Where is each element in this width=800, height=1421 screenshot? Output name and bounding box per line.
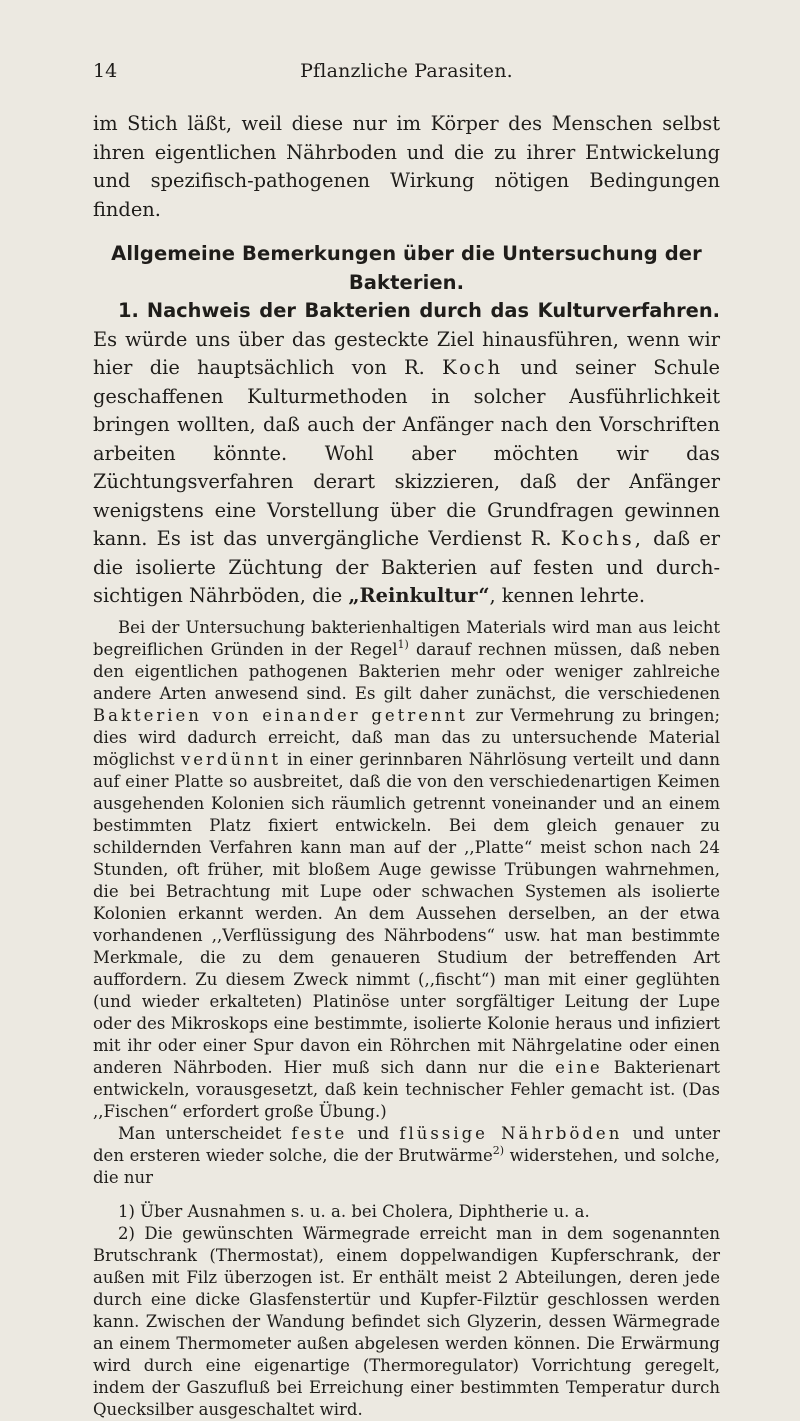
page-body (93, 110, 720, 1421)
media-text-d: widerstehen, und solche, die nur (93, 1145, 720, 1187)
footnote-2-text: Die gewünschten Wärmegrade erreicht man in dem sogenannten Brutschrank (Thermostat), einem doppelwandigen Kupferschrank, der außen mit Filz überzogen ist. Er enthält meist 2 Abteilungen, deren jede durch eine dicke Glasfenstertür und Kupfer-Filztür geschlossen werden kann. Zwischen der Wandung befindet sich Glyzerin, dessen Wärmegrade an einem Thermometer außen abgelesen werden können. Die Erwärmung wird durch eine eigenartige (Thermoregulator) Vorrichtung geregelt, indem der Gaszufluß bei Erreichung einer bestimmten Temperatur durch Quecksilber ausgeschaltet wird. (93, 1223, 720, 1419)
spaced-word-eine: eine (555, 1057, 603, 1077)
spaced-phrase-fluessige: flüssige Nährböden (399, 1123, 623, 1143)
method-text-b: darauf rechnen müssen, daß neben den eigentlichen pathogenen Bakterien mehr oder weniger zahlreiche andere Arten anwesend sind. Es gilt daher zunächst, die verschiedenen (93, 639, 720, 703)
spaced-phrase-getrennt: Bakterien von einander getrennt (93, 705, 468, 725)
method-text-d: in einer gerinnbaren Nährlösung verteilt und dann auf einer Platte so ausbreitet, daß die von den verschiedenartigen Keimen ausgehenden Kolonien sich räumlich getrennt voneinander und an einem bestimmten Platz fixiert entwickeln. Bei dem gleich genauer zu schildernden Verfahren kann man auf der ,,Platte“ meist schon nach 24 Stunden, oft früher, mit bloßem Auge gewisse Trübungen wahrnehmen, die bei Betrachtung mit Lupe oder schwachen Systemen als isolierte Kolonien erkannt werden. An dem Aussehen derselben, an der etwa vorhandenen ,,Verflüssigung des Nährbodens“ usw. hat man bestimmte Merkmale, die zu dem genaueren Studium der betreffenden Art auffordern. Zu diesem Zweck nimmt (,,fischt“) man mit einer geglühten (und wieder erkalteten) Platinöse unter sorgfältiger Leitung der Lupe oder des Mikroskops eine bestimmte, isolierte Kolonie heraus und infiziert mit ihr oder einer Spur davon ein Röhrchen mit Nährgelatine oder einen anderen Nährboden. Hier muß sich dann nur die (93, 749, 720, 1077)
page-number: 14 (93, 60, 118, 82)
method-text-e: Bakterienart entwickeln, vorausgesetzt, daß kein technischer Fehler gemacht ist. (Das ,,Fischen“ erfordert große Übung.) (93, 1057, 720, 1121)
section-1-title: Nachweis der Bakterien durch das Kulturverfahren. (146, 299, 720, 322)
media-paragraph (93, 1123, 720, 1189)
section-1-number: 1. (118, 299, 139, 322)
page-header (93, 60, 720, 90)
footnote-1-mark: 1) (118, 1201, 135, 1221)
section-1-text-c: daß er die isolierte Züchtung der Bakterien auf festen und durchsichtigen Nährböden, die (93, 527, 720, 607)
section-1-paragraph (93, 297, 720, 611)
footnote-separator (93, 1189, 720, 1201)
media-text-a: Man unterscheidet (118, 1123, 292, 1143)
running-title: Pflanzliche Parasiten. (300, 60, 513, 82)
section-1-text-b: und seiner Schule geschaffenen Kulturmethoden in solcher Ausführlichkeit bringen wollten, daß auch der Anfänger nach den Vorschriften arbeiten könnte. Wohl aber möchten wir das Züchtungsverfahren derart skizzieren, daß der Anfänger wenigstens eine Vorstellung über die Grundfragen gewinnen kann. Es ist das unvergängliche Verdienst R. (93, 356, 720, 550)
footnote-ref-1[interactable]: 1) (397, 637, 409, 651)
spaced-word-verduennt: verdünnt (180, 749, 281, 769)
section-1-text-a: Es würde uns über das gesteckte Ziel hinausführen, wenn wir hier die hauptsächlich von R. (93, 327, 720, 379)
method-text-a: Bei der Untersuchung bakterienhaltigen Materials wird man aus leicht begreiflichen Gründen in der Regel (93, 617, 720, 659)
footnote-1-text: Über Ausnahmen s. u. a. bei Cholera, Diphtherie u. a. (134, 1201, 590, 1221)
footnote-1 (93, 1201, 720, 1223)
footnote-2 (93, 1223, 720, 1421)
media-text-c: und unter den ersteren wieder solche, die der Brutwärme (93, 1123, 720, 1165)
footnote-ref-2[interactable]: 2) (492, 1143, 505, 1157)
spaced-word-feste: feste (291, 1123, 348, 1143)
media-text-b: und (347, 1123, 400, 1143)
method-paragraph (93, 617, 720, 1123)
footnote-2-mark: 2) (118, 1223, 135, 1243)
section-1-text-d: , kennen lehrte. (489, 584, 646, 607)
intro-paragraph: im Stich läßt, weil diese nur im Körper des Menschen selbst ihren eigentlichen Nährboden und die zu ihrer Entwickelung und spezifisch-pathogenen Wirkung nötigen Bedingungen finden. (93, 112, 720, 221)
method-text-c: zur Vermehrung zu bringen; dies wird dadurch erreicht, daß man das zu untersuchende Material möglichst (93, 705, 720, 769)
section-heading: Allgemeine Bemerkungen über die Untersuchung der Bakterien. (111, 242, 702, 294)
name-koch: Koch (442, 356, 504, 379)
term-reinkultur: „Reinkultur“ (348, 584, 490, 607)
name-kochs: Kochs, (560, 527, 644, 550)
